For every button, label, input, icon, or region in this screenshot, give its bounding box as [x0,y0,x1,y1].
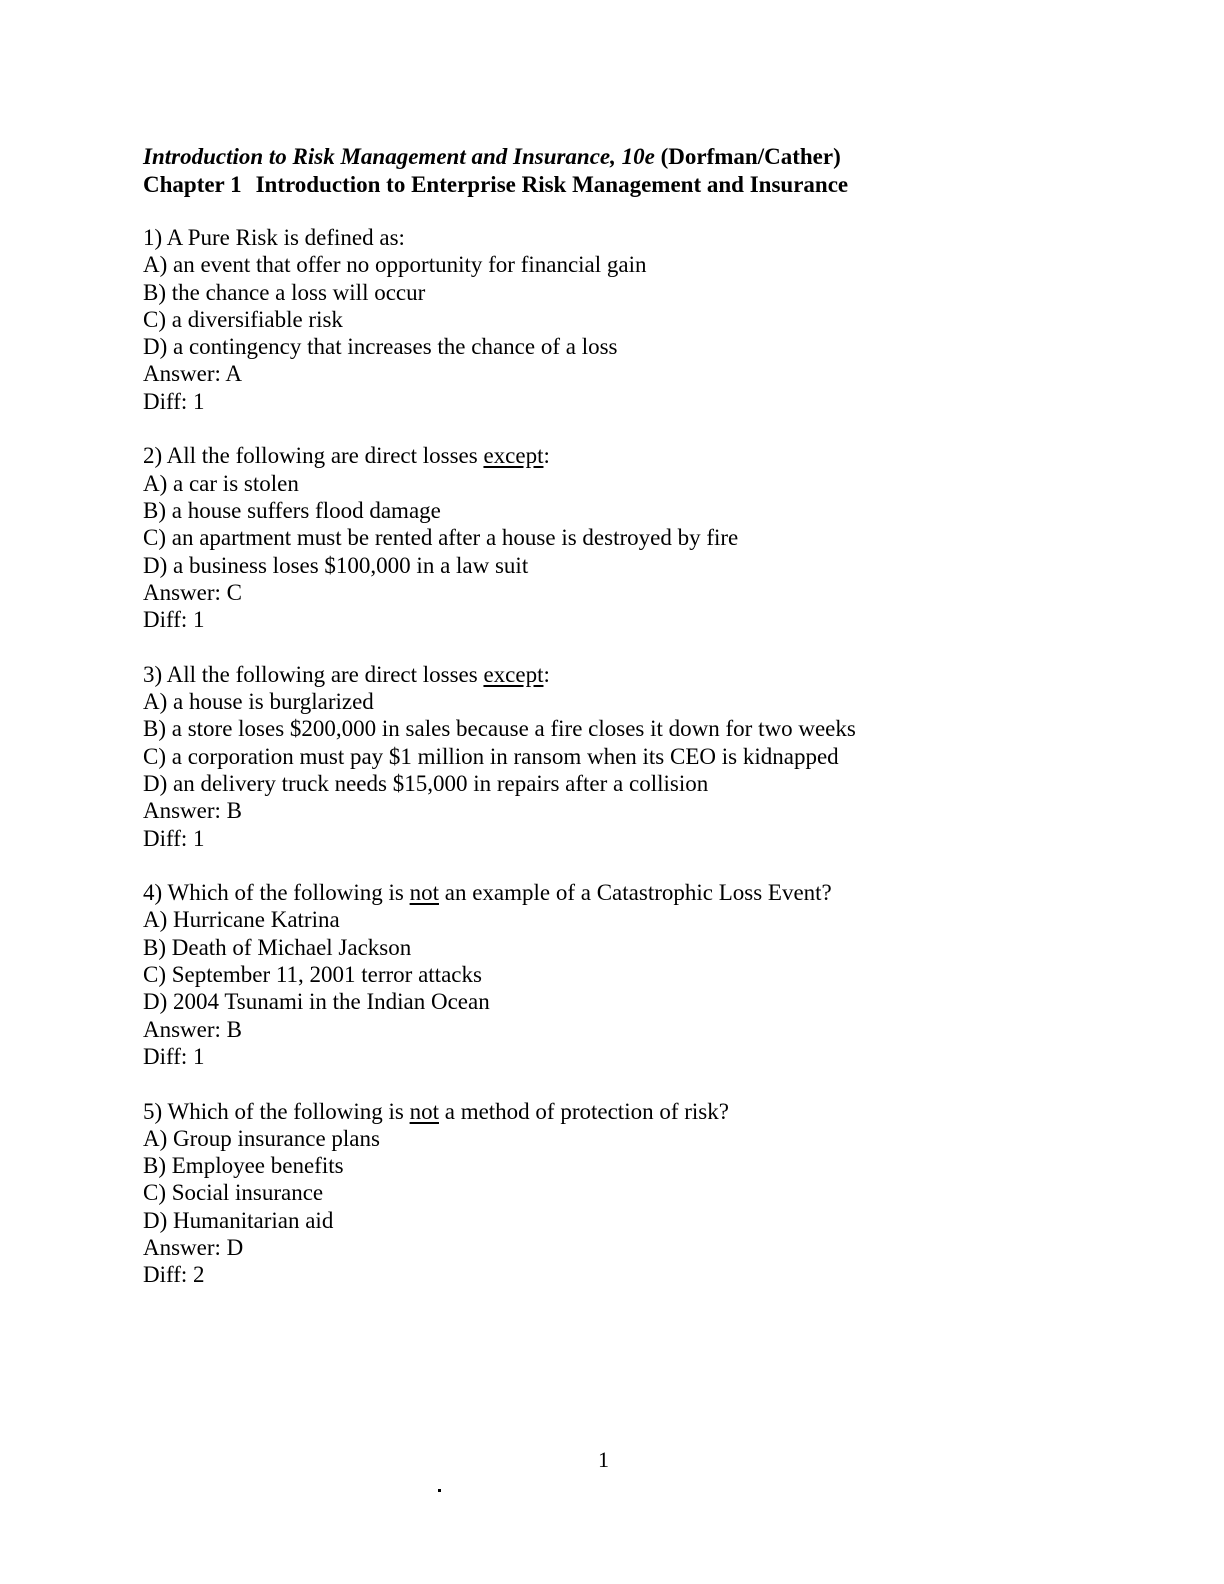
chapter-title-line [143,171,848,199]
answer: Answer: B [143,798,243,824]
question-5 [143,1098,856,1289]
answer: Answer: D [143,1234,244,1260]
question-2 [143,442,856,633]
stem-text: 5) Which of the following is [143,1098,410,1124]
option-b: B) a store loses $200,000 in sales because a fire closes it down for two weeks [143,716,856,742]
stem-emphasis: not [409,880,439,906]
question-1 [143,224,856,415]
question-3 [143,661,856,852]
option-d: D) Humanitarian aid [143,1207,334,1233]
page-number: 1 [598,1447,609,1472]
document-header [143,143,848,199]
option-c: C) Social insurance [143,1180,324,1206]
option-a: A) Group insurance plans [143,1125,380,1151]
stem-text: 3) All the following are direct losses [143,661,484,687]
stem-text-after: a method of protection of risk? [438,1098,729,1124]
answer: Answer: A [143,361,243,387]
stem-emphasis: not [409,1098,439,1124]
option-a: A) a car is stolen [143,470,299,496]
option-a: A) Hurricane Katrina [143,907,340,933]
option-b: B) Death of Michael Jackson [143,934,412,960]
stem-text-after: : [543,661,550,687]
option-a: A) a house is burglarized [143,689,374,715]
difficulty: Diff: 2 [143,1262,205,1288]
difficulty: Diff: 1 [143,388,205,414]
book-title-line [143,143,848,171]
option-c: C) a diversifiable risk [143,306,343,332]
stray-dot-mark [438,1489,441,1492]
option-c: C) a corporation must pay $1 million in ransom when its CEO is kidnapped [143,743,839,769]
option-b: B) Employee benefits [143,1153,344,1179]
stem-text-after: an example of a Catastrophic Loss Event? [438,880,832,906]
stem-emphasis: except [483,661,544,687]
option-b: B) a house suffers flood damage [143,497,441,523]
stem-text: 1) A Pure Risk is defined as: [143,225,405,250]
chapter-title: Introduction to Enterprise Risk Management and Insurance [255,172,849,197]
option-c: C) an apartment must be rented after a house is destroyed by fire [143,525,739,551]
question-stem [143,879,856,906]
stem-text: 2) All the following are direct losses [143,443,484,469]
option-b: B) the chance a loss will occur [143,279,426,305]
option-d: D) a business loses $100,000 in a law suit [143,552,529,578]
stem-text: 4) Which of the following is [143,880,410,906]
difficulty: Diff: 1 [143,825,205,851]
answer: Answer: C [143,579,243,605]
option-c: C) September 11, 2001 terror attacks [143,962,482,988]
chapter-label: Chapter 1 [143,172,242,197]
question-stem [143,1098,856,1125]
answer: Answer: B [143,1016,243,1042]
book-title: Introduction to Risk Management and Insurance, 10e [143,144,655,169]
option-d: D) an delivery truck needs $15,000 in repairs after a collision [143,770,709,796]
option-a: A) an event that offer no opportunity for financial gain [143,252,647,278]
book-authors: (Dorfman/Cather) [660,144,841,169]
question-stem [143,661,856,688]
option-d: D) 2004 Tsunami in the Indian Ocean [143,989,490,1015]
question-4 [143,879,856,1070]
difficulty: Diff: 1 [143,1043,205,1069]
question-stem [143,224,856,251]
question-list [143,224,856,1316]
question-stem [143,442,856,469]
stem-emphasis: except [483,443,544,469]
difficulty: Diff: 1 [143,607,205,633]
option-d: D) a contingency that increases the chance of a loss [143,334,618,360]
stem-text-after: : [543,443,550,469]
